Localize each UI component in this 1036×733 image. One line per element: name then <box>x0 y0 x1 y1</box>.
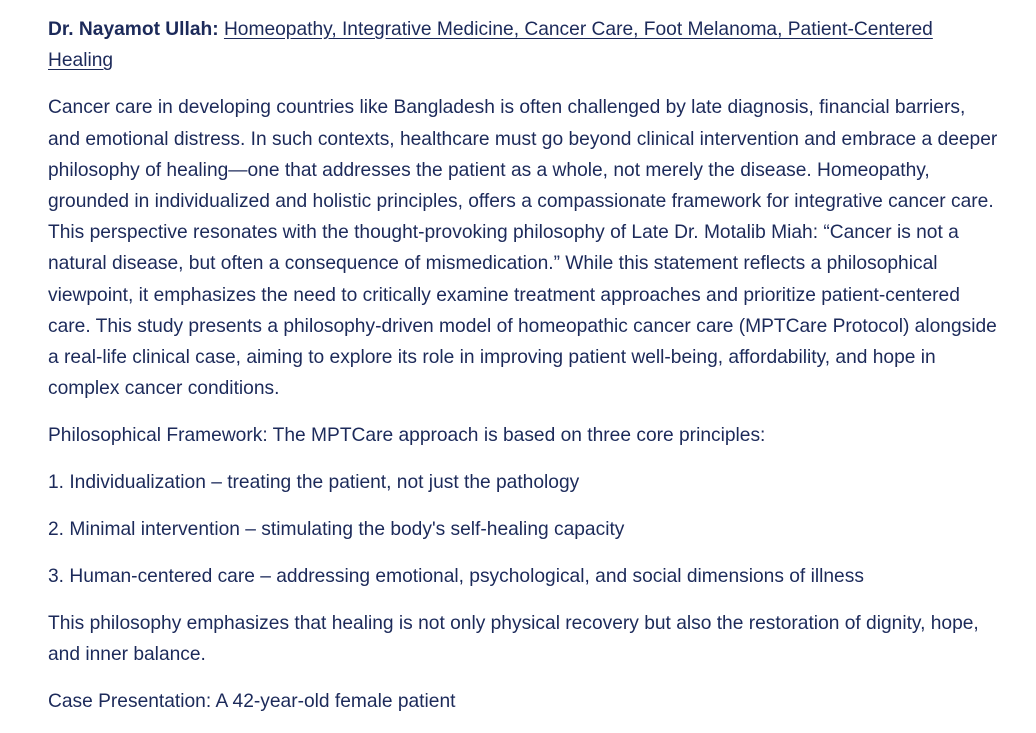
principle-item-2: 2. Minimal intervention – stimulating the body's self-healing capacity <box>48 519 625 541</box>
conclusion-paragraph: This philosophy emphasizes that healing is not only physical recovery but also the restoration of dignity, hope, and inner balance. <box>48 613 979 666</box>
author-name: Dr. Nayamot Ullah: <box>48 19 219 40</box>
principle-item-1: 1. Individualization – treating the patient, not just the pathology <box>48 472 580 494</box>
article-body <box>48 14 998 733</box>
keywords-link[interactable]: Homeopathy, Integrative Medicine, Cancer Care, Foot Melanoma, Patient-Centered Healing <box>48 19 933 72</box>
principle-item-3: 3. Human-centered care – addressing emotional, psychological, and social dimensions of illness <box>48 566 864 588</box>
byline <box>48 14 998 76</box>
case-heading: Case Presentation: A 42-year-old female patient <box>48 691 456 713</box>
framework-paragraph: Philosophical Framework: The MPTCare approach is based on three core principles: <box>48 425 766 447</box>
intro-paragraph: Cancer care in developing countries like Bangladesh is often challenged by late diagnosis, financial barriers, and emotional distress. In such contexts, healthcare must go beyond clinical intervention and embrace a deeper philosophy of healing—one that addresses the patient as a whole, not merely the disease. Homeopathy, grounded in individualized and holistic principles, offers a compassionate framework for integrative cancer care. This perspective resonates with the thought-provoking philosophy of Late Dr. Motalib Miah: “Cancer is not a natural disease, but often a consequence of mismedication.” While this statement reflects a philosophical viewpoint, it emphasizes the need to critically examine treatment approaches and prioritize patient-centered care. This study presents a philosophy-driven model of homeopathic cancer care (MPTCare Protocol) alongside a real-life clinical case, aiming to explore its role in improving patient well-being, affordability, and hope in complex cancer conditions. <box>48 97 998 400</box>
